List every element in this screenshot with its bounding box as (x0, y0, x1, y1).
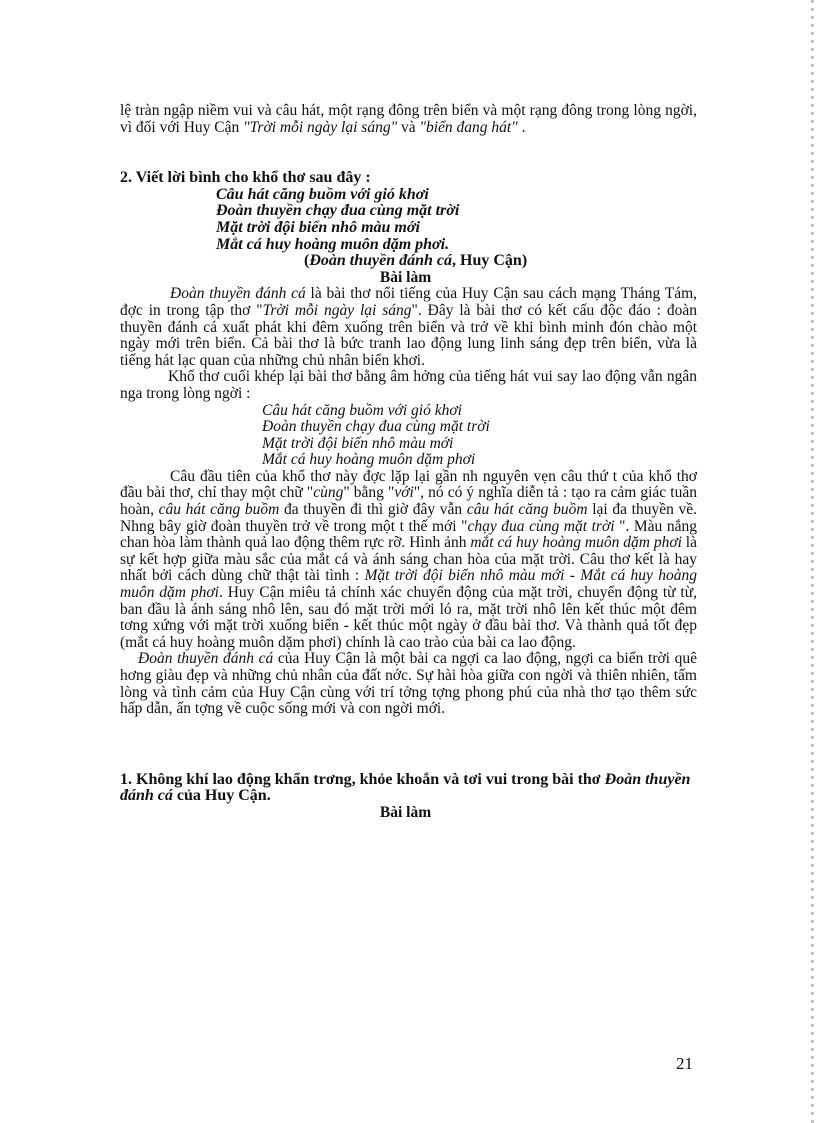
verse-italic-line: Mắt cá huy hoàng muôn dặm phơi (262, 451, 476, 469)
poem-title: Đoàn thuyền đánh cá (170, 285, 306, 303)
poem-title: Đoàn thuyền đánh cá (138, 650, 274, 668)
body-paragraph-3 (120, 469, 697, 652)
section-1-heading (120, 772, 697, 805)
text-run: của Huy Cận là một bài ca ngợi ca lao động, ngợi ca biển trời quê hơng giàu đẹp và những chủ nhân của đất nớc. Sự hài hòa giữa con ngời và thiên nhiên, tấm lòng và tình cảm của Huy Cận cùng với trí tởng tợng phong phú của nhà thơ tạo thêm sức hấp dẫn, ấn tợng về cuộc sống mới và con ngời mới. (120, 650, 697, 718)
italic-phrase: Mặt trời đội biển nhô màu mới - Mắt cá huy hoàng muôn dặm phơi (120, 567, 697, 602)
italic-word: với (394, 484, 414, 502)
body-paragraph-1 (120, 286, 697, 369)
spacer (120, 136, 697, 170)
document-page (120, 103, 697, 822)
verse-italic-line: Câu hát căng buồm với gió khơi (262, 401, 462, 419)
section-2-heading: 2. Viết lời bình cho khổ thơ sau đây : (120, 169, 371, 187)
italic-phrase: câu hát căng buồm (466, 501, 588, 519)
text-run: ", nó có ý nghĩa diễn tả : tạo ra cảm giác tuần hoàn, (120, 484, 697, 519)
text-run: ". Đây là bài thơ có kết cấu độc đáo : đoàn thuyền đánh cá xuất phát khi đêm xuống trên biển và trở về khi bình minh đón chào một ngày mới trên biển. Cả bài thơ là bức tranh lao động lung linh sáng đẹp trên biển, vừa là tiếng hát lạc quan của những chủ nhân biển khơi. (120, 301, 698, 369)
page-number: 21 (676, 1054, 693, 1073)
text-run: Câu đầu tiên của khổ thơ này đợc lặp lại gần nh nguyên vẹn câu thứ t của khổ thơ đầu bài thơ, chỉ thay một chữ " (120, 467, 697, 502)
text-run: ". Màu nắng chan hòa làm thành quả lao động thêm rực rỡ. Hình ảnh (120, 517, 697, 552)
intro-quote-1: "Trời mỗi ngày lại sáng" (243, 118, 398, 136)
citation-rest: , Huy Cận) (452, 252, 528, 270)
intro-quote-2: "biển đang hát" (419, 118, 518, 136)
verse-line: Câu hát căng buồm với gió khơi (216, 185, 429, 203)
body-paragraph-2: Khổ thơ cuối khép lại bài thơ bằng âm hởng của tiếng hát vui say lao động vẫn ngân nga trong lòng ngời : (120, 368, 697, 402)
text-run: đa thuyền đi thì giờ đây vẫn (279, 501, 467, 519)
text-run: " bằng " (343, 484, 395, 502)
text-run: lại đa thuyền về. Nhng bây giờ đoàn thuyền trở về trong một t thế mới " (120, 501, 697, 535)
collection-title: Trời mỗi ngày lại sáng (262, 301, 412, 319)
heading-text: 1. Không khí lao động khẩn trơng, khỏe khoắn và tơi vui trong bài thơ (120, 770, 605, 788)
verse-line: Đoàn thuyền chạy đua cùng mặt trời (216, 202, 460, 220)
verse-line: Mắt cá huy hoàng muôn dặm phơi. (216, 235, 450, 253)
spacer (120, 718, 697, 772)
heading-text: của Huy Cận. (172, 787, 271, 805)
intro-text-b: và (397, 118, 420, 136)
verse-italic-line: Đoàn thuyền chạy đua cùng mặt trời (262, 418, 490, 436)
text-run: là bài thơ nổi tiếng của Huy Cận sau cách mạng Tháng Tám, đợc in trong tập thơ " (120, 285, 698, 319)
bai-lam-heading: Bài làm (379, 803, 432, 821)
poem-citation (120, 253, 697, 270)
citation-open: ( (304, 252, 310, 270)
intro-text-c: . (517, 118, 526, 136)
page-edge-border (811, 0, 814, 1123)
body-paragraph-4 (120, 651, 697, 717)
text-run: . Huy Cận miêu tả chính xác chuyển động của mặt trời, chuyển động từ từ, ban đầu là ánh sáng nhô lên, sau đó mặt trời mới ló ra, mặt trời nhô lên kết thúc một đêm tơng xứng với mặt trời xuống biển - kết thúc một ngày ở đầu bài thơ. Và thành quả tốt đẹp (mắt cá huy hoàng muôn dặm phơi) chính là cao trào của bài ca lao động. (120, 584, 697, 651)
intro-paragraph (120, 103, 697, 136)
italic-phrase: mắt cá huy hoàng muôn dặm phơi (470, 534, 682, 552)
heading-poem-title: Đoàn thuyền đánh cá (120, 770, 691, 805)
verse-italic-line: Mặt trời đội biển nhô màu mới (262, 434, 454, 452)
verse-line: Mặt trời đội biển nhô màu mới (216, 218, 420, 236)
intro-text: lệ tràn ngập niềm vui và câu hát, một rạng đông trên biển và một rạng đông trong lòng ngời, vì đối với Huy Cận (120, 102, 697, 136)
text-run: là sự kết hợp giữa màu sắc của mắt cá và ánh sáng chan hòa của mặt trời. Câu thơ kết là hay nhất bởi cách dùng chữ thật tài tình : (120, 534, 697, 585)
citation-title: Đoàn thuyền đánh cá (309, 252, 453, 270)
italic-word: cùng (313, 484, 344, 502)
italic-phrase: câu hát căng buồm (158, 501, 280, 519)
italic-phrase: chạy đua cùng mặt trời (467, 517, 615, 535)
bai-lam-heading: Bài làm (379, 268, 432, 286)
